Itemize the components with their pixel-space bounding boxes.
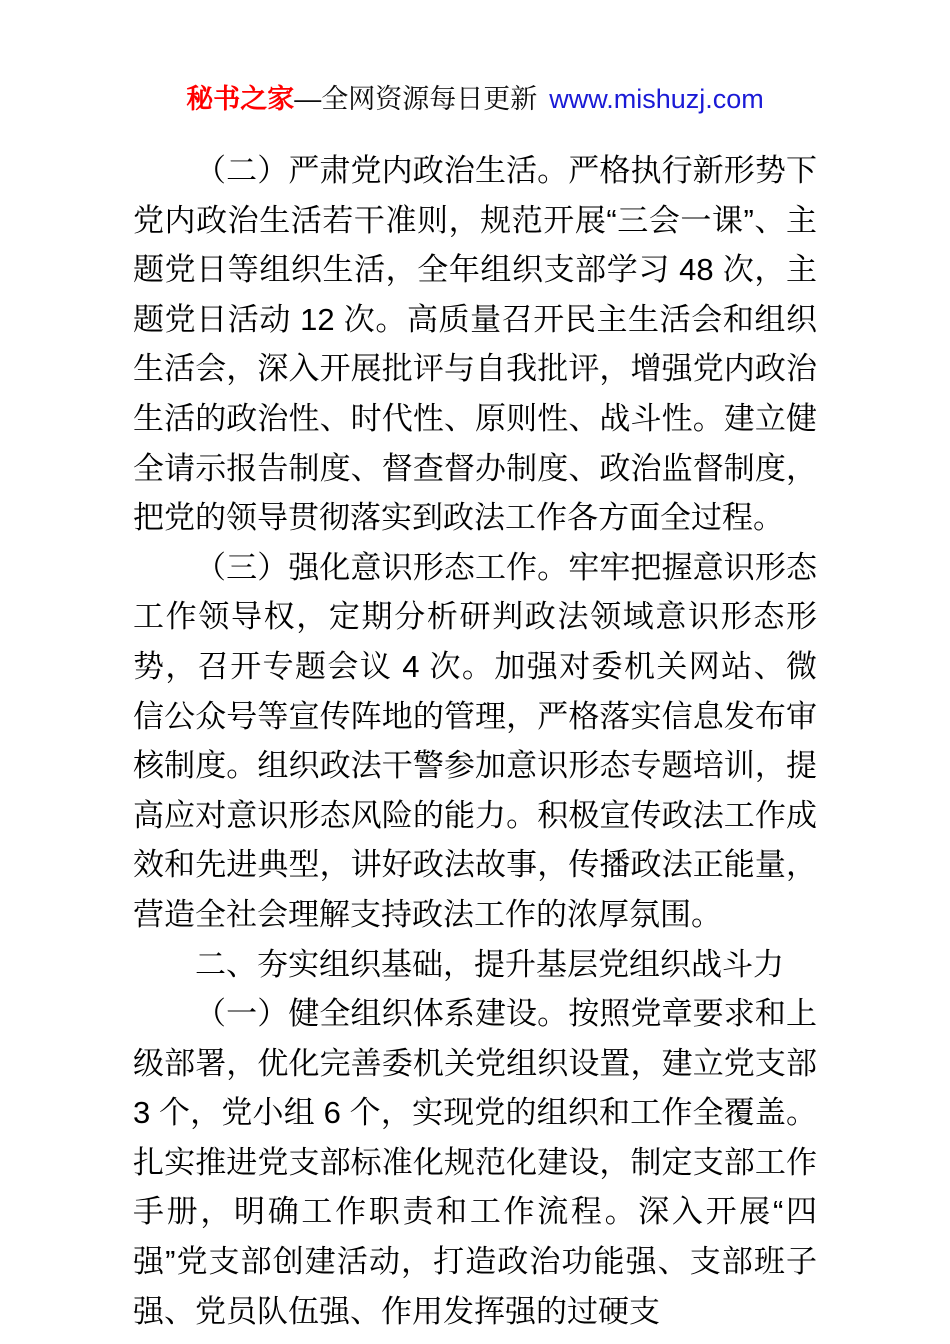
paragraph-section-3: （三）强化意识形态工作。牢牢把握意识形态工作领导权，定期分析研判政法领域意识形态形势，召开专题会议 4 次。加强对委机关网站、微信公众号等宣传阵地的管理，严格落实信息发布审核制度。组织政法干警参加意识形态专题培训，提高应对意识形态风险的能力。积极宣传政法工作成效和先进典型，讲好政法故事，传播政法正能量，营造全社会理解支持政法工作的浓厚氛围。 (133, 549, 817, 932)
site-brand: 秘书之家 (186, 84, 295, 114)
paragraph-section-1: （一）健全组织体系建设。按照党章要求和上级部署，优化完善委机关党组织设置，建立党支部 3 个，党小组 6 个，实现党的组织和工作全覆盖。扎实推进党支部标准化规范化建设，制定支部工作手册，明确工作职责和工作流程。深入开展“四强”党支部创建活动，打造政治功能强、支部班子强、党员队伍强、作用发挥强的过硬支 (133, 996, 817, 1329)
document-body (133, 146, 817, 1336)
paragraph-section-2: （二）严肃党内政治生活。严格执行新形势下党内政治生活若干准则，规范开展“三会一课”、主题党日等组织生活，全年组织支部学习 48 次，主题党日活动 12 次。高质量召开民主生活会和组织生活会，深入开展批评与自我批评，增强党内政治生活的政治性、时代性、原则性、战斗性。建立健全请示报告制度、督查督办制度、政治监督制度，把党的领导贯彻落实到政法工作各方面全过程。 (133, 153, 817, 536)
heading-part-2: 二、夯实组织基础，提升基层党组织战斗力 (195, 946, 784, 982)
site-url-link[interactable]: www.mishuzj.com (549, 84, 764, 114)
site-header (0, 80, 950, 118)
site-tagline: —全网资源每日更新 (294, 84, 538, 114)
